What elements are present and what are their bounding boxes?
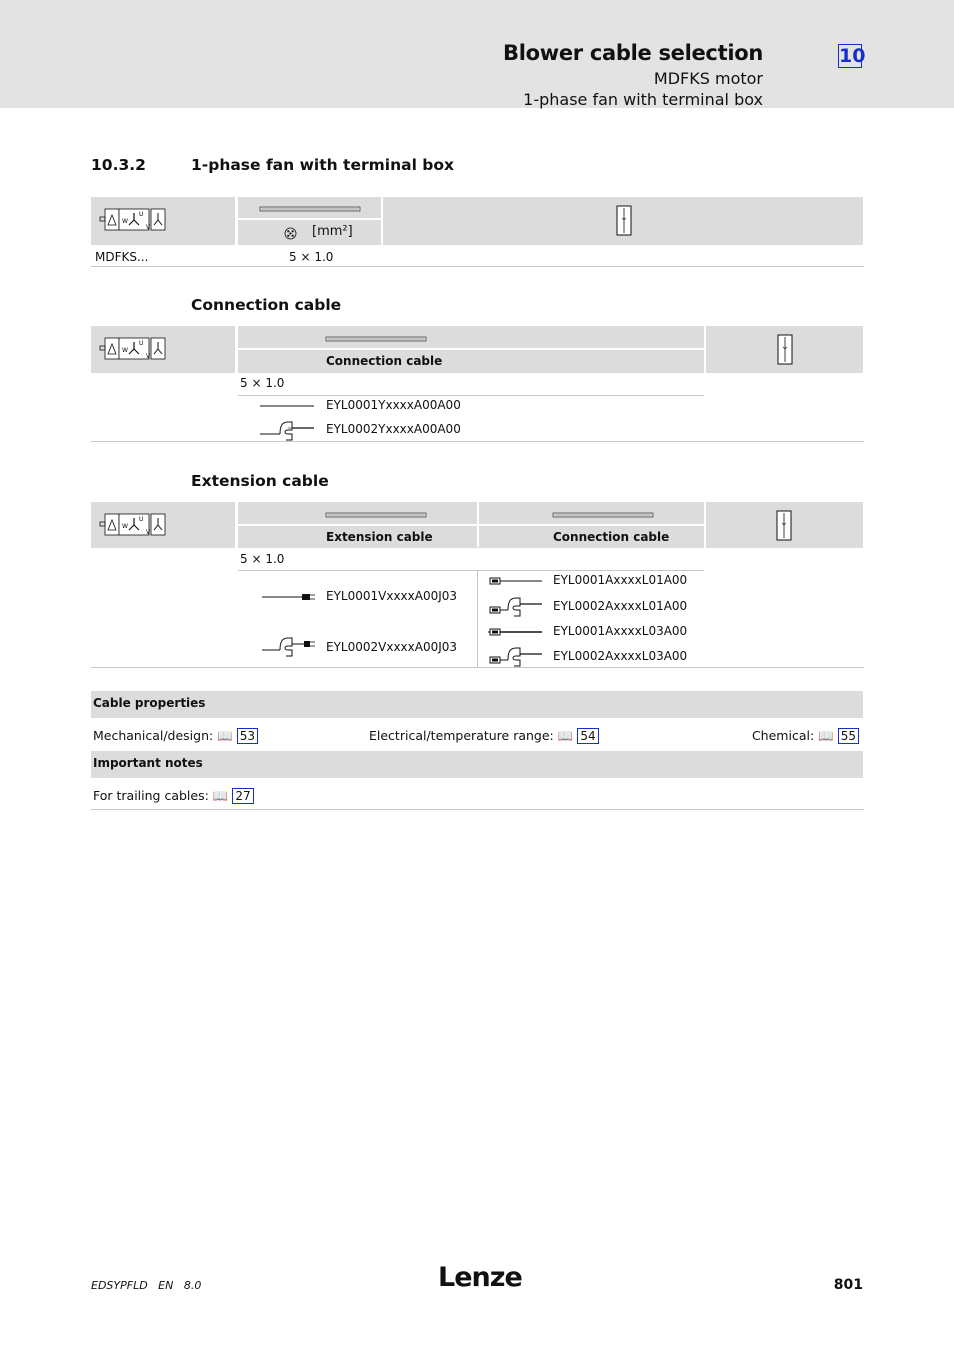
section-title: 1-phase fan with terminal box: [191, 156, 455, 174]
mechanical-ref: [93, 728, 258, 744]
unit-label: [mm²]: [312, 224, 353, 239]
svg-text:W: W: [122, 218, 128, 225]
angled-connector-cable-icon: [260, 418, 316, 442]
cable-icon: [326, 512, 426, 518]
list-item: EYL0002AxxxxL01A00: [553, 599, 688, 613]
column-connection-cable: Connection cable: [326, 354, 443, 368]
mechanical-label: Mechanical/design:: [93, 728, 214, 743]
socket-angled-cable-icon: [488, 646, 544, 668]
book-icon: 📖: [818, 728, 834, 743]
socket-straight-cable-icon: [488, 576, 544, 586]
table1-header: [91, 197, 863, 245]
column-connection-cable: Connection cable: [553, 530, 670, 544]
book-icon: 📖: [212, 788, 229, 803]
connector-icon: [776, 510, 792, 541]
list-item: EYL0002YxxxxA00A00: [326, 422, 461, 436]
list-item: EYL0001AxxxxL03A00: [553, 624, 688, 638]
svg-text:W: W: [122, 523, 128, 530]
motor-terminal-box-icon: [99, 207, 169, 233]
electrical-label: Electrical/temperature range:: [369, 728, 554, 743]
cross-section-value: 5 × 1.0: [289, 250, 334, 264]
header-band: [0, 0, 954, 108]
column-extension-cable: Extension cable: [326, 530, 433, 544]
cross-section-value: 5 × 1.0: [240, 552, 285, 566]
motor-terminal-box-icon: [99, 336, 169, 362]
socket-angled-cable-icon: [488, 596, 544, 618]
page-subtitle-2: 1-phase fan with terminal box: [523, 90, 763, 109]
straight-cable-icon: [260, 404, 316, 408]
mechanical-page-link[interactable]: 53: [237, 728, 258, 744]
book-icon: 📖: [557, 728, 574, 743]
list-item: EYL0002AxxxxL03A00: [553, 649, 688, 663]
chapter-link[interactable]: 10: [839, 45, 866, 67]
angled-cable-plug-icon: [262, 636, 316, 658]
trailing-label: For trailing cables:: [93, 788, 209, 803]
svg-text:U: U: [139, 211, 144, 218]
connection-cable-heading: Connection cable: [191, 296, 342, 314]
important-notes-title: Important notes: [93, 756, 203, 770]
motor-terminal-box-icon: [99, 512, 169, 538]
important-notes-header: [91, 751, 863, 778]
cable-properties-title: Cable properties: [93, 696, 206, 710]
cable-icon: [553, 512, 653, 518]
page-title: Blower cable selection: [503, 41, 763, 65]
chemical-ref: [752, 728, 859, 744]
list-item: EYL0001AxxxxL01A00: [553, 573, 688, 587]
chemical-page-link[interactable]: 55: [838, 728, 859, 744]
cable-icon: [326, 336, 426, 342]
svg-text:V: V: [146, 529, 151, 536]
electrical-page-link[interactable]: 54: [577, 728, 598, 744]
svg-text:V: V: [146, 353, 151, 360]
page-subtitle-1: MDFKS motor: [653, 69, 763, 88]
svg-text:U: U: [139, 340, 144, 347]
svg-text:V: V: [146, 224, 151, 231]
socket-straight-cable-icon: [488, 627, 544, 637]
electrical-ref: [369, 728, 599, 744]
list-item: EYL0002VxxxxA00J03: [326, 640, 458, 654]
cable-icon: [260, 206, 360, 212]
document-code: EDSYPFLD EN 8.0: [91, 1279, 202, 1292]
extension-cable-heading: Extension cable: [191, 472, 329, 490]
trailing-ref: [93, 788, 254, 804]
trailing-page-link[interactable]: 27: [232, 788, 253, 804]
conductor-cross-section-icon: [284, 227, 297, 240]
list-item: EYL0001VxxxxA00J03: [326, 589, 458, 603]
motor-type: MDFKS...: [95, 250, 149, 264]
chemical-label: Chemical:: [751, 728, 815, 743]
section-number: 10.3.2: [91, 156, 146, 174]
svg-text:W: W: [122, 347, 128, 354]
connector-icon: [777, 334, 793, 365]
page-number: 801: [833, 1277, 863, 1293]
cable-properties-header: [91, 691, 863, 718]
cross-section-value: 5 × 1.0: [240, 376, 285, 390]
list-item: EYL0001YxxxxA00A00: [326, 398, 461, 412]
straight-cable-plug-icon: [262, 592, 316, 602]
lenze-logo: Lenze: [438, 1262, 522, 1293]
connector-icon: [616, 205, 632, 236]
svg-text:U: U: [139, 516, 144, 523]
book-icon: 📖: [217, 728, 233, 743]
